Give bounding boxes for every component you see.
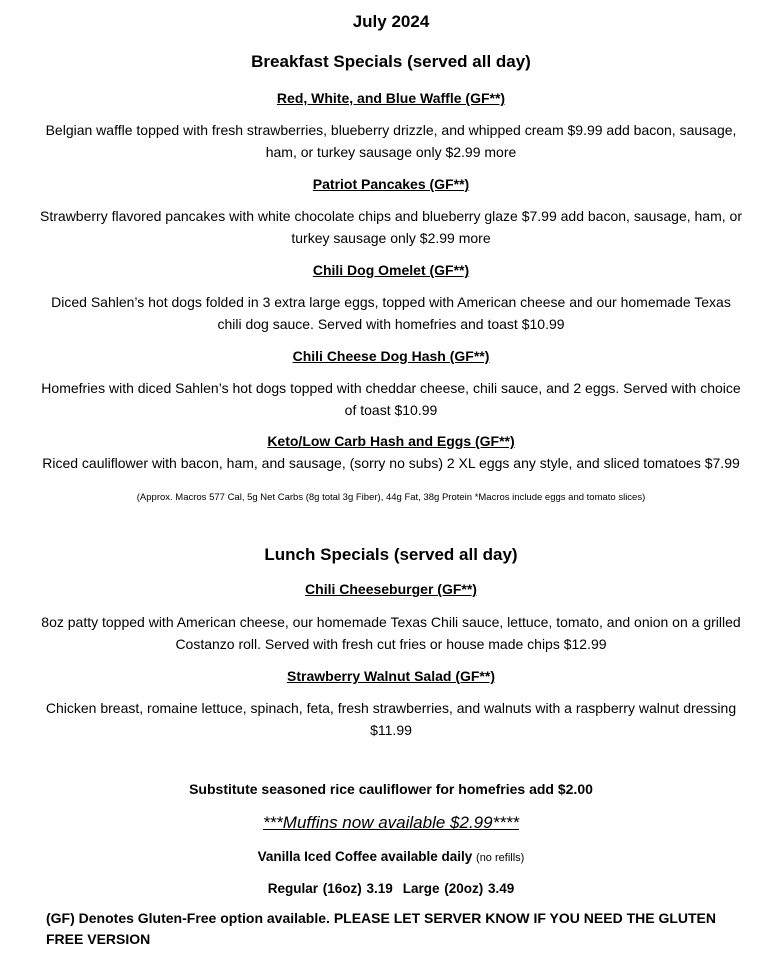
macros-note: (Approx. Macros 577 Cal, 5g Net Carbs (8g total 3g Fiber), 44g Fat, 38g Protein *Macros include eggs and tomato slices) (136, 492, 646, 503)
lunch-item-title: Strawberry Walnut Salad (GF**) (287, 668, 495, 684)
coffee-sizes (0, 881, 782, 896)
lunch-item-desc: 8oz patty topped with American cheese, our homemade Texas Chili sauce, lettuce, tomato, and onion on a grilled Costanzo roll. Served with fresh cut fries or house made chips $12.99 (41, 614, 741, 652)
coffee-regular-price: Regular (16oz) 3.19 (267, 881, 393, 896)
month-heading: July 2024 (352, 12, 430, 31)
breakfast-item-desc: Strawberry flavored pancakes with white chocolate chips and blueberry glaze $7.99 add bacon, sausage, ham, or turkey sausage only $2.99 more (40, 208, 742, 246)
lunch-item-title: Chili Cheeseburger (GF**) (305, 581, 477, 597)
breakfast-item-desc: Homefries with diced Sahlen’s hot dogs topped with cheddar cheese, chili sauce, and 2 eggs. Served with choice of toast $10.99 (41, 380, 741, 418)
breakfast-item-title: Keto/Low Carb Hash and Eggs (GF**) (267, 433, 515, 449)
no-refills-note: (no refills) (476, 852, 525, 864)
iced-coffee-label: Vanilla Iced Coffee available daily (257, 849, 473, 864)
breakfast-item-title: Chili Dog Omelet (GF**) (312, 262, 470, 278)
lunch-item-desc: Chicken breast, romaine lettuce, spinach, feta, fresh strawberries, and walnuts with a raspberry walnut dressing $11.99 (45, 700, 737, 738)
substitute-note: Substitute seasoned rice cauliflower for homefries add $2.00 (189, 781, 593, 797)
breakfast-item-title: Chili Cheese Dog Hash (GF**) (292, 348, 490, 364)
breakfast-item-title: Red, White, and Blue Waffle (GF**) (276, 90, 506, 106)
muffins-note: ***Muffins now available $2.99**** (262, 813, 520, 832)
breakfast-item-desc: Riced cauliflower with bacon, ham, and sausage, (sorry no subs) 2 XL eggs any style, and sliced tomatoes $7.99 (42, 455, 740, 471)
breakfast-item-desc: Diced Sahlen’s hot dogs folded in 3 extra large eggs, topped with American cheese and our homemade Texas chili dog sauce. Served with homefries and toast $10.99 (51, 294, 731, 332)
breakfast-section-title: Breakfast Specials (served all day) (251, 52, 531, 71)
coffee-large-price: Large (20oz) 3.49 (402, 881, 515, 896)
gluten-free-footer: (GF) Denotes Gluten-Free option available. PLEASE LET SERVER KNOW IF YOU NEED THE GLUTEN FREE VERSION (46, 910, 717, 947)
iced-coffee-line (0, 849, 782, 864)
breakfast-item-desc: Belgian waffle topped with fresh strawberries, blueberry drizzle, and whipped cream $9.99 add bacon, sausage, ham, or turkey sausage only $2.99 more (45, 122, 737, 160)
breakfast-item-title: Patriot Pancakes (GF**) (312, 176, 470, 192)
lunch-section-title: Lunch Specials (served all day) (264, 545, 518, 564)
